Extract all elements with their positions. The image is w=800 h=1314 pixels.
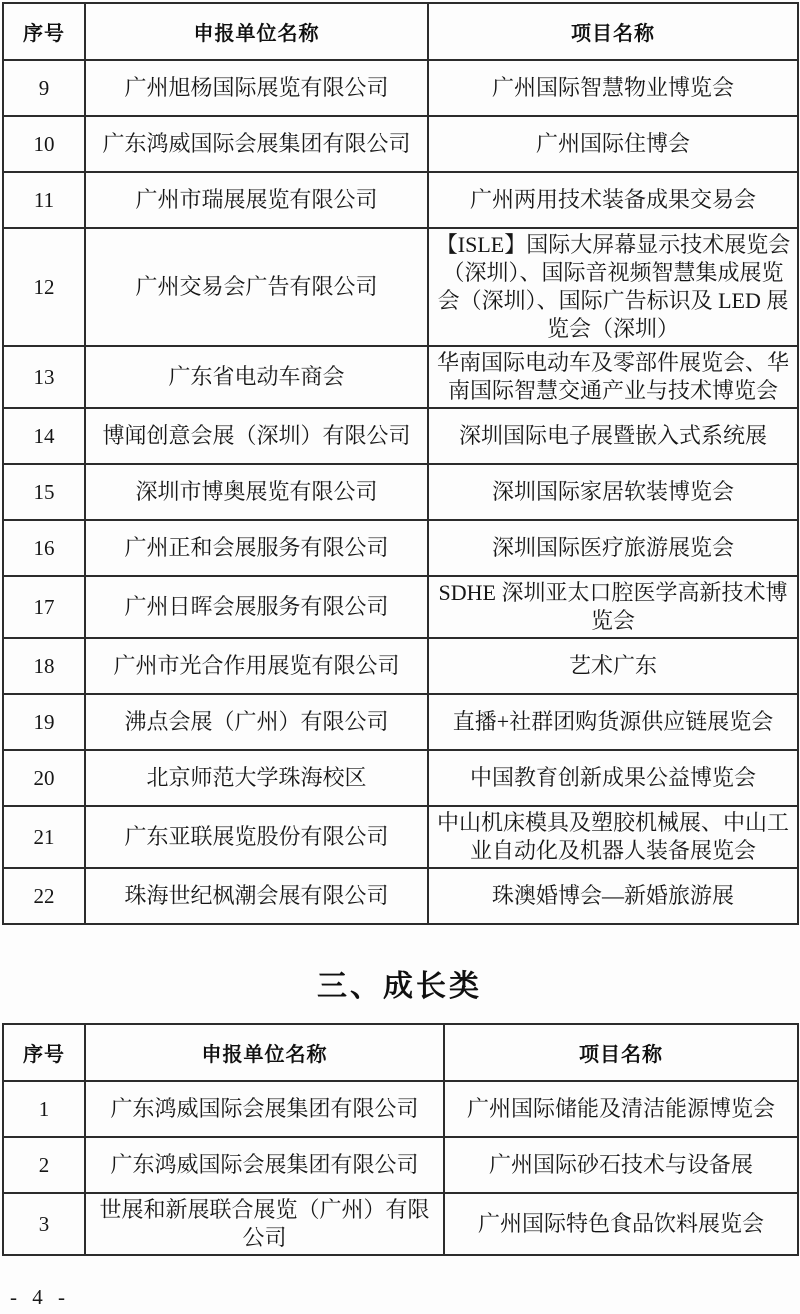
row-index-cell: 13 [3, 346, 85, 408]
page-number: - 4 - [10, 1285, 70, 1309]
organization-cell: 世展和新展联合展览（广州）有限公司 [85, 1193, 444, 1255]
table-row [3, 1137, 798, 1193]
organization-cell: 沸点会展（广州）有限公司 [85, 694, 428, 750]
table2-header [3, 1024, 798, 1081]
growth-category-table [2, 1023, 799, 1256]
table-row [3, 464, 798, 520]
organization-cell: 广东亚联展览股份有限公司 [85, 806, 428, 868]
table1-body [3, 60, 798, 924]
organization-cell: 广州日晖会展服务有限公司 [85, 576, 428, 638]
table-row [3, 408, 798, 464]
table-row [3, 172, 798, 228]
table-header-row [3, 1024, 798, 1081]
table-row [3, 520, 798, 576]
table-row [3, 694, 798, 750]
project-cell: 广州国际储能及清洁能源博览会 [444, 1081, 798, 1137]
row-index-cell: 3 [3, 1193, 85, 1255]
table-row [3, 116, 798, 172]
project-cell: 【ISLE】国际大屏幕显示技术展览会（深圳）、国际音视频智慧集成展览会（深圳）、国际广告标识及 LED 展览会（深圳） [428, 228, 798, 346]
project-cell: 深圳国际电子展暨嵌入式系统展 [428, 408, 798, 464]
column-header-organization: 申报单位名称 [85, 1024, 444, 1081]
row-index-cell: 9 [3, 60, 85, 116]
organization-cell: 广州旭杨国际展览有限公司 [85, 60, 428, 116]
table-row [3, 60, 798, 116]
project-cell: 广州国际特色食品饮料展览会 [444, 1193, 798, 1255]
table-row [3, 868, 798, 924]
row-index-cell: 11 [3, 172, 85, 228]
project-cell: 广州国际砂石技术与设备展 [444, 1137, 798, 1193]
row-index-cell: 14 [3, 408, 85, 464]
table-header-row [3, 3, 798, 60]
project-cell: SDHE 深圳亚太口腔医学高新技术博览会 [428, 576, 798, 638]
table-row [3, 346, 798, 408]
project-cell: 中国教育创新成果公益博览会 [428, 750, 798, 806]
table1-header [3, 3, 798, 60]
section-heading: 三、成长类 [317, 970, 482, 1003]
column-header-index: 序号 [3, 1024, 85, 1081]
row-index-cell: 18 [3, 638, 85, 694]
project-cell: 深圳国际医疗旅游展览会 [428, 520, 798, 576]
organization-cell: 广州市光合作用展览有限公司 [85, 638, 428, 694]
row-index-cell: 10 [3, 116, 85, 172]
row-index-cell: 1 [3, 1081, 85, 1137]
table-row [3, 228, 798, 346]
project-cell: 艺术广东 [428, 638, 798, 694]
column-header-project: 项目名称 [444, 1024, 798, 1081]
project-cell: 广州两用技术装备成果交易会 [428, 172, 798, 228]
organization-cell: 北京师范大学珠海校区 [85, 750, 428, 806]
table-row [3, 750, 798, 806]
project-cell: 中山机床模具及塑胶机械展、中山工业自动化及机器人装备展览会 [428, 806, 798, 868]
row-index-cell: 2 [3, 1137, 85, 1193]
table-row [3, 1081, 798, 1137]
organization-cell: 广州正和会展服务有限公司 [85, 520, 428, 576]
project-table-continued [2, 2, 799, 925]
project-cell: 直播+社群团购货源供应链展览会 [428, 694, 798, 750]
row-index-cell: 17 [3, 576, 85, 638]
row-index-cell: 16 [3, 520, 85, 576]
table-row [3, 806, 798, 868]
project-cell: 广州国际智慧物业博览会 [428, 60, 798, 116]
row-index-cell: 12 [3, 228, 85, 346]
column-header-organization: 申报单位名称 [85, 3, 428, 60]
table-row [3, 638, 798, 694]
organization-cell: 广州交易会广告有限公司 [85, 228, 428, 346]
organization-cell: 广州市瑞展展览有限公司 [85, 172, 428, 228]
table-row [3, 1193, 798, 1255]
row-index-cell: 21 [3, 806, 85, 868]
organization-cell: 广东鸿威国际会展集团有限公司 [85, 1081, 444, 1137]
table-row [3, 576, 798, 638]
project-cell: 珠澳婚博会—新婚旅游展 [428, 868, 798, 924]
column-header-index: 序号 [3, 3, 85, 60]
organization-cell: 博闻创意会展（深圳）有限公司 [85, 408, 428, 464]
organization-cell: 珠海世纪枫潮会展有限公司 [85, 868, 428, 924]
column-header-project: 项目名称 [428, 3, 798, 60]
organization-cell: 广东鸿威国际会展集团有限公司 [85, 1137, 444, 1193]
table2-body [3, 1081, 798, 1255]
row-index-cell: 20 [3, 750, 85, 806]
organization-cell: 广东鸿威国际会展集团有限公司 [85, 116, 428, 172]
row-index-cell: 19 [3, 694, 85, 750]
row-index-cell: 22 [3, 868, 85, 924]
project-cell: 广州国际住博会 [428, 116, 798, 172]
organization-cell: 广东省电动车商会 [85, 346, 428, 408]
project-cell: 深圳国际家居软装博览会 [428, 464, 798, 520]
organization-cell: 深圳市博奥展览有限公司 [85, 464, 428, 520]
project-cell: 华南国际电动车及零部件展览会、华南国际智慧交通产业与技术博览会 [428, 346, 798, 408]
row-index-cell: 15 [3, 464, 85, 520]
